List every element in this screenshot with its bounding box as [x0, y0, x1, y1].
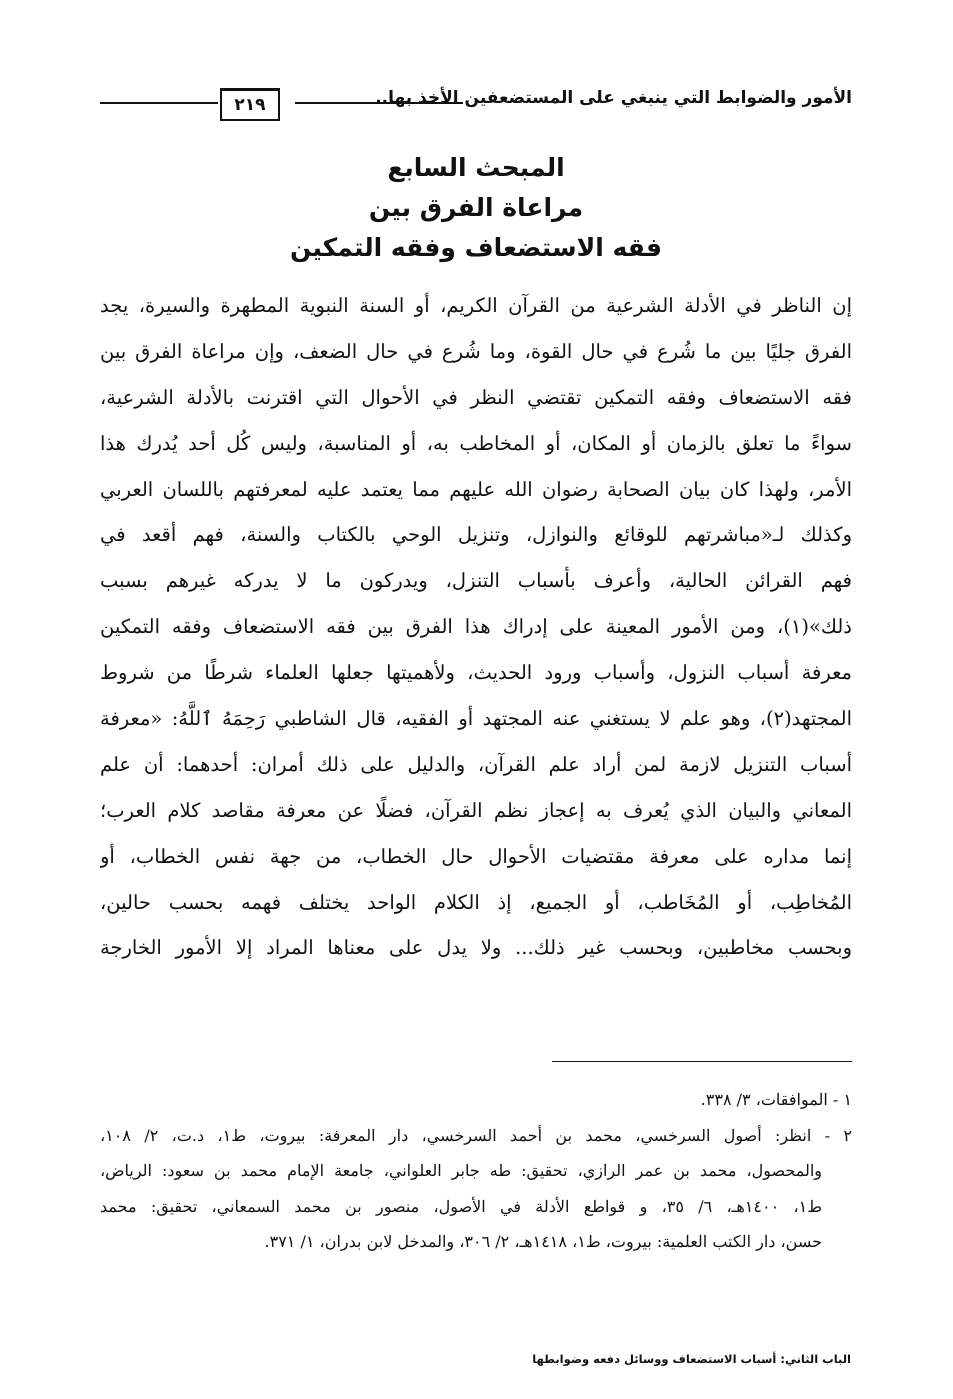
body-line: وكذلك لـ«مباشرتهم للوقائع والنوازل، وتنزيل الوحي بالكتاب والسنة، فهم أقعد في: [100, 523, 852, 547]
section-heading: المبحث السابع: [387, 153, 565, 182]
body-line: ذلك»(١)، ومن الأمور المعينة على إدراك هذا الفرق بين فقه الاستضعاف وفقه التمكين: [100, 615, 852, 639]
header-title: الأمور والضوابط التي ينبغي على المستضعفين الأخذ بها..: [375, 88, 852, 108]
section-heading: فقه الاستضعاف وفقه التمكين: [289, 233, 662, 262]
body-line: إن الناظر في الأدلة الشرعية من القرآن الكريم، أو السنة النبوية المطهرة والسيرة، يجد: [100, 294, 852, 317]
body-line: معرفة أسباب النزول، وأسباب ورود الحديث، ولأهميتها جعلها العلماء شرطًا من شروط: [100, 661, 852, 685]
body-line: الأمر، ولهذا كان بيان الصحابة رضوان الله عليهم مما يعتمد عليه لمعرفتهم باللسان العربي: [100, 477, 852, 501]
footnote-line: ط١، ١٤٠٠هـ، ٦/ ٣٥، و قواطع الأدلة في الأصول، منصور بن محمد السمعاني، تحقيق: محمد: [100, 1196, 823, 1216]
body-text: [100, 283, 852, 971]
section-heading: مراعاة الفرق بين: [368, 193, 584, 222]
footnote-line: ٢ - انظر: أصول السرخسي، محمد بن أحمد السرخسي، دار المعرفة: بيروت، ط١، د.ت، ٢/ ١٠٨،: [100, 1125, 852, 1145]
body-line: المعاني والبيان الذي يُعرف به إعجاز نظم القرآن، فضلًا عن معرفة مقاصد كلام العرب؛: [100, 798, 852, 822]
header-rule: [100, 102, 218, 104]
body-line: الفرق جليًا بين ما شُرع في حال القوة، وما شُرع في حال الضعف، وإن مراعاة الفرق بين: [100, 339, 852, 363]
body-line: فهم القرائن الحالية، وأعرف بأسباب التنزل، ويدركون ما لا يدركه غيرهم بسبب: [100, 569, 852, 593]
body-line: فقه الاستضعاف وفقه التمكين تقتضي النظر في الأحوال التي اقترنت بالأدلة الشرعية،: [100, 385, 852, 409]
footnotes: [100, 1082, 852, 1260]
footnote-line: حسن، دار الكتب العلمية: بيروت، ط١، ١٤١٨هـ، ٢/ ٣٠٦، والمدخل لابن بدران، ١/ ٣٧١.: [264, 1232, 822, 1252]
body-line: المجتهد(٢)، وهو علم لا يستغني عنه المجتهد أو الفقيه، قال الشاطبي رَحِمَهُ ٱللَّهُ: «معرفة: [100, 707, 852, 731]
header-rule: [295, 102, 463, 104]
body-line: المُخاطِب، أو المُخَاطب، أو الجميع، إذ الكلام الواحد يختلف فهمه بحسب حالين،: [100, 890, 852, 914]
section-headings: [100, 148, 852, 268]
footnote-line: ١ - الموافقات، ٣/ ٣٣٨.: [700, 1090, 852, 1109]
footnote-line: والمحصول، محمد بن عمر الرازي، تحقيق: طه جابر العلواني، جامعة الإمام محمد بن سعود: الرياض،: [100, 1161, 822, 1181]
running-header: [100, 82, 852, 124]
footnote-separator: [552, 1061, 852, 1062]
page-footer: الباب الثاني: أسباب الاستضعاف ووسائل دفعه وضوابطها: [532, 1352, 851, 1366]
body-line: أسباب التنزيل لازمة لمن أراد علم القرآن، والدليل على ذلك أمران: أحدهما: أن علم: [100, 752, 852, 776]
page-number: ٢١٩: [220, 88, 280, 121]
body-line: سواءً ما تعلق بالزمان أو المكان، أو المخاطب به، أو المناسبة، وليس كُل أحد يُدرك هذا: [100, 431, 852, 455]
body-line: وبحسب مخاطبين، وبحسب غير ذلك... ولا يدل على معناها المراد إلا الأمور الخارجة: [100, 936, 852, 960]
body-line: إنما مداره على معرفة مقتضيات الأحوال حال الخطاب، من جهة نفس الخطاب، أو: [100, 844, 852, 868]
